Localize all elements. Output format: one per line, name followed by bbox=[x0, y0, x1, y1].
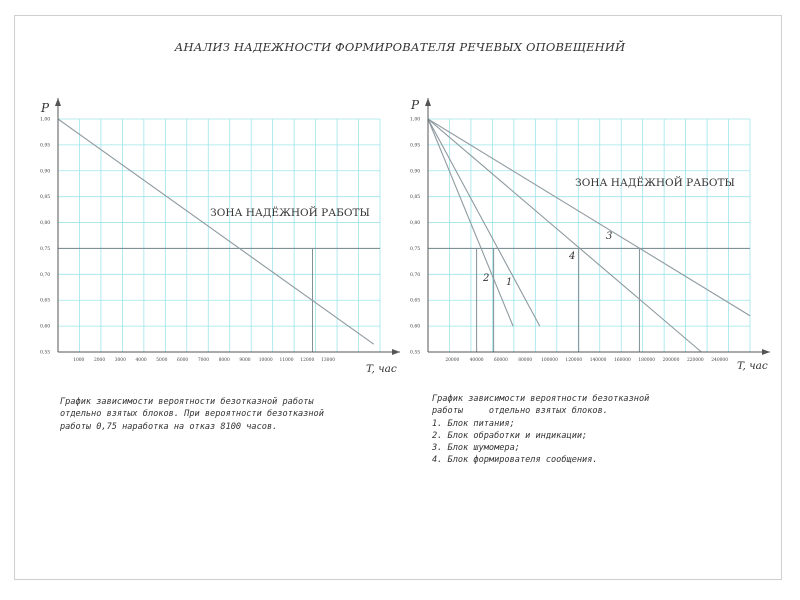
chart2-x-tick-label: 100000 bbox=[541, 358, 558, 363]
chart2-x-tick-label: 120000 bbox=[565, 358, 583, 363]
right-caption-line-1: График зависимости вероятности безотказной bbox=[432, 394, 650, 404]
chart2-series-label-3: 3 bbox=[606, 231, 613, 242]
chart1-y-axis-arrow bbox=[55, 98, 61, 106]
chart1-zone-label: ЗОНА НАДЁЖНОЙ РАБОТЫ bbox=[210, 207, 370, 219]
chart2-x-tick-label: 200000 bbox=[662, 358, 680, 363]
chart2-series-label-2: 2 bbox=[483, 273, 490, 284]
chart1-x-tick-label: 11000 bbox=[279, 358, 294, 363]
chart1-y-tick-label: 0,85 bbox=[40, 195, 51, 201]
left-caption bbox=[60, 396, 324, 433]
chart1-y-tick-label: 0,95 bbox=[40, 143, 51, 149]
chart2-y-tick-label: 0,90 bbox=[410, 169, 421, 175]
chart2-y-tick-label: 0,80 bbox=[410, 221, 421, 227]
left-caption-line-2: отдельно взятых блоков. При вероятности безотказной bbox=[60, 409, 324, 420]
right-caption-line-5: 3. Блок шумомера; bbox=[432, 443, 520, 454]
chart1-y-tick-label: 0,70 bbox=[40, 272, 51, 278]
chart1-x-tick-label: 1000 bbox=[73, 358, 85, 363]
left-caption-line-3: работы 0,75 наработка на отказ 8100 часов. bbox=[60, 421, 278, 432]
right-caption-line-2: работы отдельно взятых блоков. bbox=[432, 406, 608, 417]
chart2-y-axis-arrow bbox=[425, 98, 431, 106]
left-caption-line-1: График зависимости вероятности безотказной работы bbox=[60, 397, 314, 407]
chart1-y-tick-label: 0,75 bbox=[40, 246, 51, 252]
page-title: АНАЛИЗ НАДЕЖНОСТИ ФОРМИРОВАТЕЛЯ РЕЧЕВЫХ ОПОВЕЩЕНИЙ bbox=[174, 40, 626, 54]
chart1-y-tick-label: 0,90 bbox=[40, 169, 51, 175]
chart2-y-axis-label: P bbox=[411, 98, 420, 112]
chart1-y-axis-label: P bbox=[41, 101, 50, 115]
chart1-x-axis-arrow bbox=[392, 349, 400, 355]
chart2-x-axis-arrow bbox=[762, 349, 770, 355]
chart2-x-tick-label: 160000 bbox=[614, 358, 631, 363]
right-caption-line-6: 4. Блок формирователя сообщения. bbox=[432, 455, 598, 466]
chart1-x-tick-label: 4000 bbox=[135, 358, 147, 363]
chart1-x-tick-label: 5000 bbox=[156, 358, 168, 363]
right-caption bbox=[432, 393, 649, 467]
chart2-y-tick-label: 0,70 bbox=[410, 272, 421, 278]
chart2-y-tick-label: 0,65 bbox=[410, 298, 421, 304]
chart2-x-tick-label: 80000 bbox=[518, 358, 533, 363]
chart1-y-tick-label: 0,80 bbox=[40, 221, 51, 227]
chart1-series-line-1 bbox=[58, 119, 374, 344]
chart1-x-tick-label: 2000 bbox=[93, 358, 106, 363]
chart1-x-tick-label: 6000 bbox=[177, 358, 189, 363]
chart2-x-tick-label: 220000 bbox=[686, 358, 704, 363]
chart1-y-tick-label: 0,60 bbox=[40, 324, 51, 330]
chart2-y-tick-label: 1,00 bbox=[410, 117, 421, 123]
chart2-y-tick-label: 0,85 bbox=[410, 195, 421, 201]
chart1-y-tick-label: 0,65 bbox=[40, 298, 51, 304]
right-caption-line-4: 2. Блок обработки и индикации; bbox=[432, 430, 588, 441]
chart1-x-tick-label: 13000 bbox=[321, 358, 336, 363]
chart2-x-axis-label: T, час bbox=[737, 360, 768, 372]
chart1-x-tick-label: 7000 bbox=[197, 358, 210, 363]
chart2-y-tick-label: 0,60 bbox=[410, 324, 421, 330]
chart2-y-tick-label: 0,75 bbox=[410, 246, 421, 252]
chart2-y-tick-label: 0,95 bbox=[410, 143, 421, 149]
chart2-x-tick-label: 60000 bbox=[493, 358, 508, 363]
chart2-series-line-4 bbox=[428, 119, 701, 352]
chart1-x-axis-label: T, час bbox=[366, 363, 397, 375]
chart2-y-tick-label: 0,55 bbox=[410, 350, 421, 356]
chart1-x-tick-label: 9000 bbox=[239, 358, 251, 363]
chart2-zone-label: ЗОНА НАДЁЖНОЙ РАБОТЫ bbox=[575, 177, 735, 189]
chart1-y-tick-label: 0,55 bbox=[40, 350, 51, 356]
chart2-x-tick-label: 20000 bbox=[445, 358, 460, 363]
chart2-x-tick-label: 140000 bbox=[589, 358, 607, 363]
chart1-x-tick-label: 3000 bbox=[114, 358, 126, 363]
chart1-x-tick-label: 10000 bbox=[258, 358, 273, 363]
chart1-x-tick-label: 12000 bbox=[300, 358, 315, 363]
right-caption-line-3: 1. Блок питания; bbox=[432, 418, 515, 429]
chart1-x-tick-label: 8000 bbox=[218, 358, 230, 363]
chart2-x-tick-label: 240000 bbox=[711, 358, 729, 363]
chart2-series-label-1: 1 bbox=[506, 277, 513, 288]
chart2-x-tick-label: 180000 bbox=[638, 358, 656, 363]
chart1-y-tick-label: 1,00 bbox=[40, 117, 51, 123]
chart2-x-tick-label: 40000 bbox=[469, 358, 484, 363]
chart2-series-label-4: 4 bbox=[569, 251, 576, 262]
